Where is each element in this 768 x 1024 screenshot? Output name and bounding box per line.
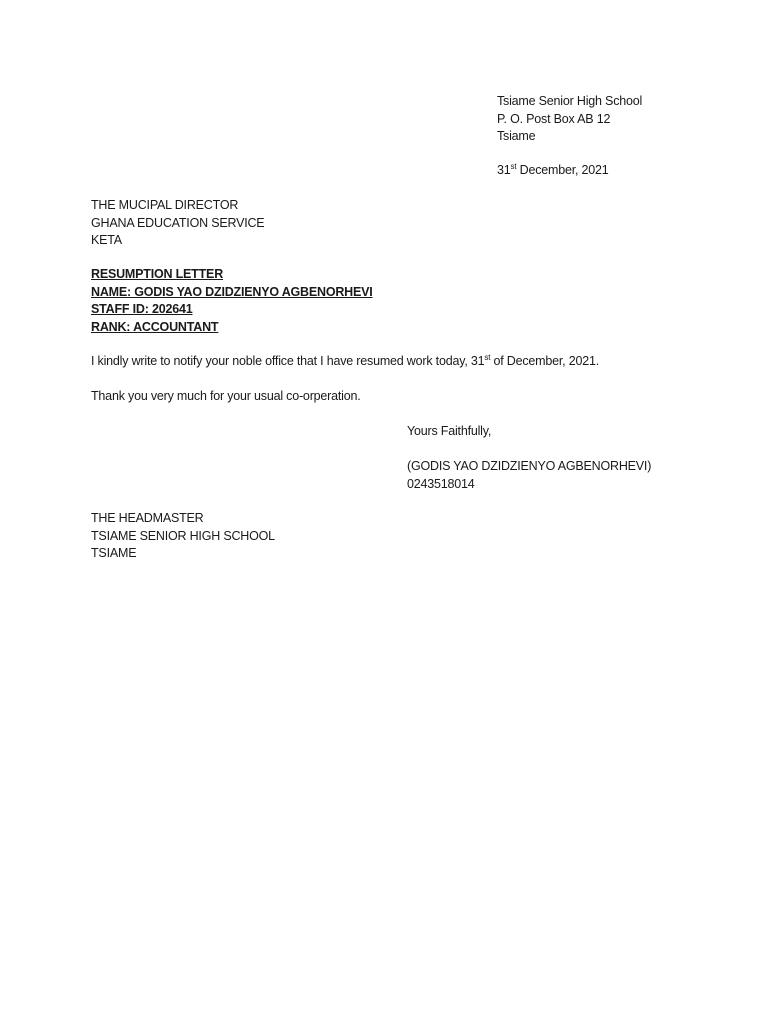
signature-block [407, 458, 651, 493]
paragraph-2-line: Thank you very much for your usual co-orperation. [91, 389, 361, 403]
sender-po-box: P. O. Post Box AB 12 [497, 111, 611, 126]
paragraph-1-suffix: st [484, 352, 491, 362]
subject-title: RESUMPTION LETTER [91, 267, 224, 281]
date-suffix: st [510, 161, 517, 171]
subject-name: NAME: GODIS YAO DZIDZIENYO AGBENORHEVI [91, 284, 373, 299]
recipient-address [91, 197, 264, 250]
cc-town: TSIAME [91, 546, 137, 560]
body-paragraph-2 [91, 388, 361, 406]
cc-title: THE HEADMASTER [91, 511, 204, 525]
body-paragraph-1 [91, 353, 599, 371]
recipient-organization: GHANA EDUCATION SERVICE [91, 215, 265, 230]
signatory-phone: 0243518014 [407, 476, 475, 491]
date-line [497, 162, 609, 180]
sender-school: Tsiame Senior High School [497, 94, 643, 108]
recipient-town: KETA [91, 233, 122, 247]
signatory-name: (GODIS YAO DZIDZIENYO AGBENORHEVI) [407, 459, 652, 473]
closing-valediction [407, 423, 491, 441]
letter-date [497, 162, 609, 180]
recipient-title: THE MUCIPAL DIRECTOR [91, 198, 239, 212]
date-day: 31 [497, 163, 511, 177]
subject-rank: RANK: ACCOUNTANT [91, 319, 219, 334]
subject-staff-id: STAFF ID: 202641 [91, 302, 193, 316]
sender-town: Tsiame [497, 129, 536, 143]
cc-address [91, 510, 275, 563]
paragraph-1-line [91, 353, 599, 371]
date-rest: December, 2021 [516, 163, 609, 177]
cc-school: TSIAME SENIOR HIGH SCHOOL [91, 528, 275, 543]
paragraph-1-before: I kindly write to notify your noble office that I have resumed work today, 31 [91, 354, 485, 368]
valediction-text: Yours Faithfully, [407, 424, 492, 438]
sender-address [497, 93, 642, 146]
subject-block [91, 266, 373, 336]
paragraph-1-after: of December, 2021. [490, 354, 599, 368]
